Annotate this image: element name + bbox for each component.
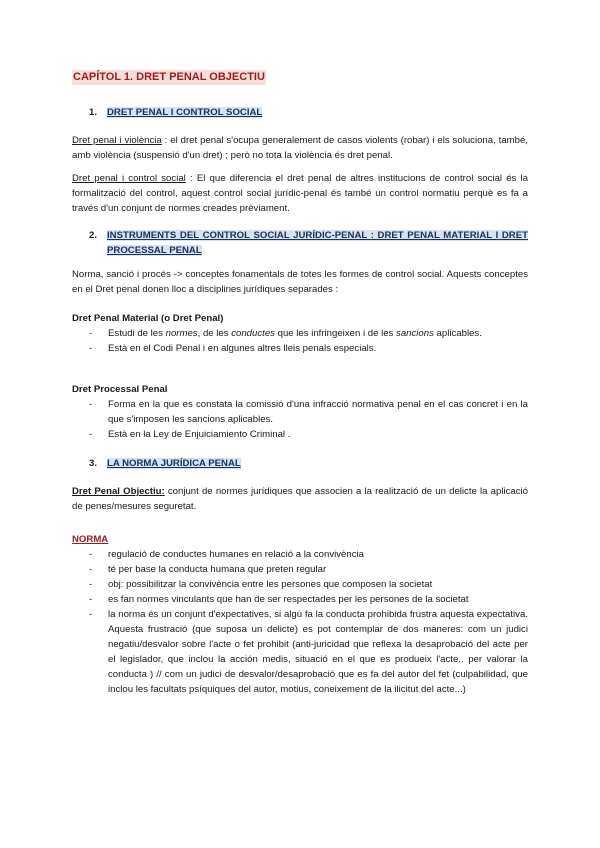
term: Dret penal i control social <box>72 173 186 184</box>
list-item: - Està en el Codi Penal i en algunes altres lleis penals especials. <box>72 341 528 356</box>
term: Dret penal i violència <box>72 135 162 146</box>
list-item: - té per base la conducta humana que preten regular <box>72 562 528 577</box>
list-item: - la norma és un conjunt d'expectatives, si algú fa la conducta prohibida frustra aquesta expectativa. Aquesta frustració (que suposa un delicte) es pot contemplar de dos maneres: com un judici negatiu/desvalor sobre l'acte o fet prohibit (anti-juricidad que reflexa la desaprobació del acte per el legislador, que inclou la acción medis, situació en el que es produeix l'acte.. per valorar la conducta ) // com un judici de desvalor/desaprobació que es fa del autor del fet (culpabilidad, que inclou les facultats psíquiques del autor, motius, coneixement de la ilicitut del acte...) <box>72 607 528 697</box>
section-title: INSTRUMENTS DEL CONTROL SOCIAL JURÍDIC-PENAL : DRET PENAL MATERIAL I DRET PROCESSAL PENAL <box>107 230 528 256</box>
list-item: - Estudi de les normes, de les conductes que les infringeixen i de les sancions aplicables. <box>72 326 528 341</box>
section-number: 3. <box>89 458 98 469</box>
section-2-heading <box>72 228 528 258</box>
subheading-material: Dret Penal Material (o Dret Penal) <box>72 313 224 324</box>
list-item: - es fan normes vinculants que han de ser respectades per les persones de la societat <box>72 592 528 607</box>
subheading-processal: Dret Processal Penal <box>72 384 168 395</box>
norma-heading: NORMA <box>72 534 109 545</box>
section-number: 1. <box>89 107 98 118</box>
section-title: LA NORMA JURÍDICA PENAL <box>107 458 241 469</box>
list-item: - Està en la Ley de Enjuiciamiento Criminal . <box>72 427 528 442</box>
term: Dret Penal Objectiu: <box>72 486 165 497</box>
list-material <box>72 326 528 356</box>
list-item: - regulació de conductes humanes en relació a la convivència <box>72 547 528 562</box>
paragraph-instruments: Norma, sanció i procés -> conceptes fonamentals de totes les formes de control social. Aquests conceptes en el Dret penal donen lloc a disciplines jurídiques separades : <box>72 269 528 295</box>
paragraph-definition: Dret Penal Objectiu: conjunt de normes jurídiques que associen a la realització de un delicte la aplicació de penes/mesures seguretat. <box>72 486 528 512</box>
list-norma <box>72 547 528 697</box>
section-3-heading <box>72 456 528 471</box>
chapter-title: CAPÍTOL 1. DRET PENAL OBJECTIU <box>73 71 265 83</box>
list-item: - obj: possibilitzar la convivència entre les persones que composen la societat <box>72 577 528 592</box>
list-item: - Forma en la que es constata la comissió d'una infracció normativa penal en el cas concret i en la que s'imposen les sancions aplicables. <box>72 397 528 427</box>
section-1-heading <box>72 105 528 120</box>
section-number: 2. <box>89 230 98 241</box>
section-title: DRET PENAL I CONTROL SOCIAL <box>107 107 263 118</box>
paragraph-violence: Dret penal i violència : el dret penal s'ocupa generalement de casos violents (robar) i els soluciona, també, amb violència (suspensió d'un dret) ; però no tota la violència és dret penal. <box>72 135 528 161</box>
list-processal <box>72 397 528 442</box>
paragraph-social-control: Dret penal i control social : El que diferencia el dret penal de altres institucions de control social és la formalització del control, aquest control social jurídic-penal és també un control normatiu perquè es fa a través d'un conjunt de normes creades prèviament. <box>72 173 529 214</box>
